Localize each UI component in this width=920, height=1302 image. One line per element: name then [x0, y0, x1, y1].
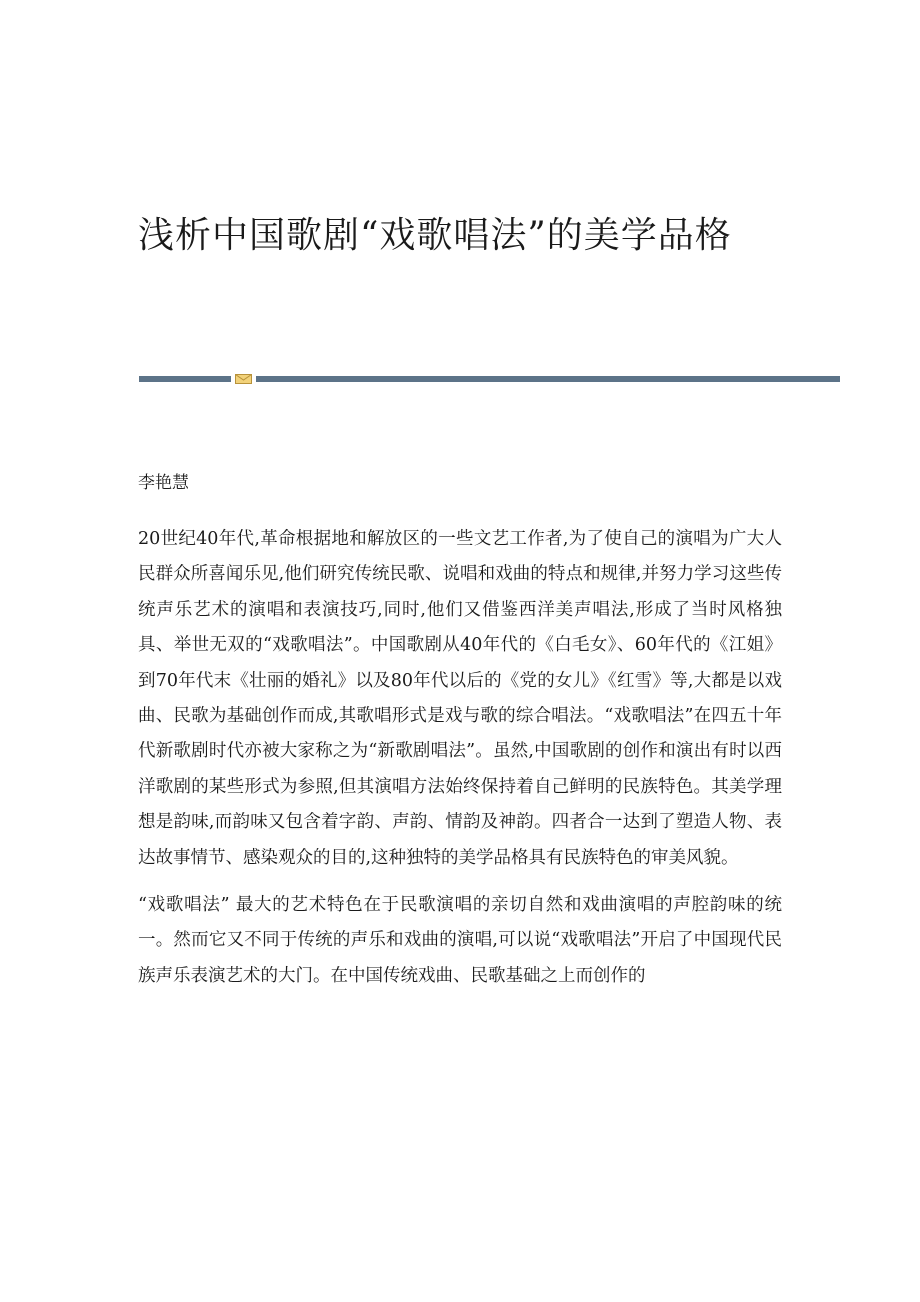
paragraph: “戏歌唱法” 最大的艺术特色在于民歌演唱的亲切自然和戏曲演唱的声腔韵味的统一。然而它又不同于传统的声乐和戏曲的演唱,可以说“戏歌唱法”开启了中国现代民族声乐表演艺术的大门。在中国传统戏曲、民歌基础之上而创作的: [138, 895, 782, 986]
envelope-ornament-icon: [235, 374, 252, 384]
divider-bar-right: [256, 376, 840, 382]
paragraph: 20世纪40年代,革命根据地和解放区的一些文艺工作者,为了使自己的演唱为广大人民群众所喜闻乐见,他们研究传统民歌、说唱和戏曲的特点和规律,并努力学习这些传统声乐艺术的演唱和表演技巧,同时,他们又借鉴西洋美声唱法,形成了当时风格独具、举世无双的“戏歌唱法”。中国歌剧从40年代的《白毛女》、60年代的《江姐》到70年代末《壮丽的婚礼》以及80年代以后的《党的女儿》《红雪》等,大都是以戏曲、民歌为基础创作而成,其歌唱形式是戏与歌的综合唱法。“戏歌唱法”在四五十年代新歌剧时代亦被大家称之为“新歌剧唱法”。虽然,中国歌剧的创作和演出有时以西洋歌剧的某些形式为参照,但其演唱方法始终保持着自己鲜明的民族特色。其美学理想是韵味,而韵味又包含着字韵、声韵、情韵及神韵。四者合一达到了塑造人物、表达故事情节、感染观众的目的,这种独特的美学品格具有民族特色的审美风貌。: [138, 529, 782, 868]
title-divider: [139, 374, 840, 384]
author-name: 李艳慧: [138, 473, 189, 493]
document-title: 浅析中国歌剧“戏歌唱法”的美学品格: [138, 215, 732, 256]
divider-bar-left: [139, 376, 231, 382]
article-body: [138, 522, 782, 1006]
